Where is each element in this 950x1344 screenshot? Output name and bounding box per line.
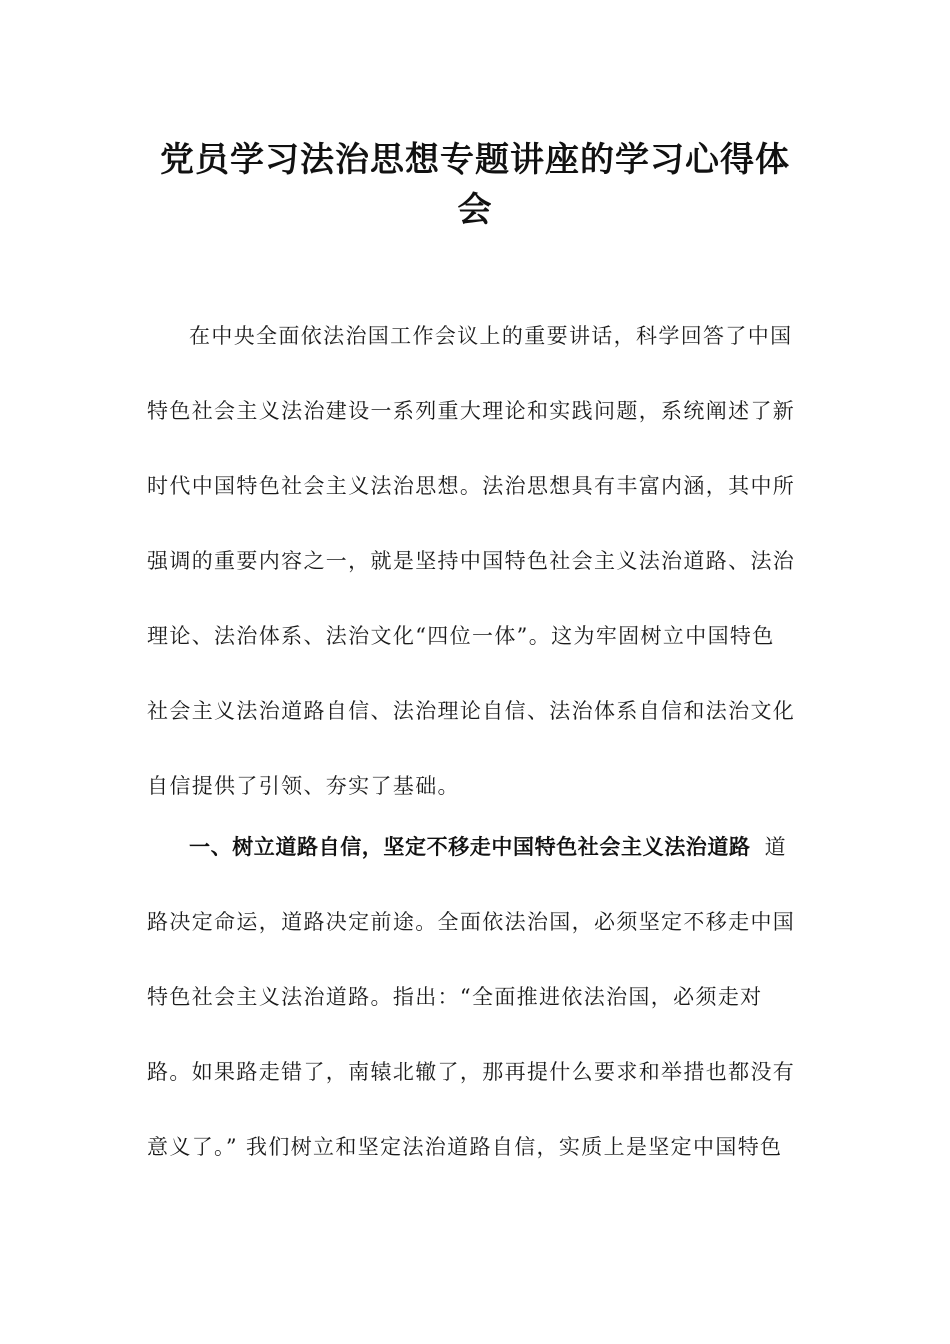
intro-paragraph-line-5: 理论、法治体系、法治文化“四位一体”。这为牢固树立中国特色 <box>147 624 775 648</box>
section-1-line-4: 意义了。” 我们树立和坚定法治道路自信，实质上是坚定中国特色 <box>147 1135 783 1159</box>
intro-paragraph-line-4: 强调的重要内容之一，就是坚持中国特色社会主义法治道路、法治 <box>147 549 796 573</box>
section-1-heading: 一、树立道路自信，坚定不移走中国特色社会主义法治道路 <box>189 835 751 859</box>
document-title-line-2: 会 <box>457 190 493 230</box>
intro-paragraph-line-6: 社会主义法治道路自信、法治理论自信、法治体系自信和法治文化 <box>147 699 796 723</box>
section-1-line-2: 特色社会主义法治道路。指出：“全面推进依法治国，必须走对 <box>147 985 763 1009</box>
intro-paragraph-line-3: 时代中国特色社会主义法治思想。法治思想具有丰富内涵，其中所 <box>147 474 796 498</box>
intro-paragraph-line-2: 特色社会主义法治建设一系列重大理论和实践问题，系统阐述了新 <box>147 399 796 423</box>
section-1-line-1: 路决定命运，道路决定前途。全面依法治国，必须坚定不移走中国 <box>147 910 796 934</box>
document-title-line-1: 党员学习法治思想专题讲座的学习心得体 <box>160 140 790 180</box>
section-1-line-3: 路。如果路走错了，南辕北辙了，那再提什么要求和举措也都没有 <box>147 1060 796 1084</box>
section-1-heading-tail: 道 <box>764 835 787 859</box>
intro-paragraph-line-7: 自信提供了引领、夯实了基础。 <box>147 774 460 798</box>
section-1-heading-line <box>189 831 787 861</box>
intro-paragraph-line-1: 在中央全面依法治国工作会议上的重要讲话，科学回答了中国 <box>189 324 793 348</box>
